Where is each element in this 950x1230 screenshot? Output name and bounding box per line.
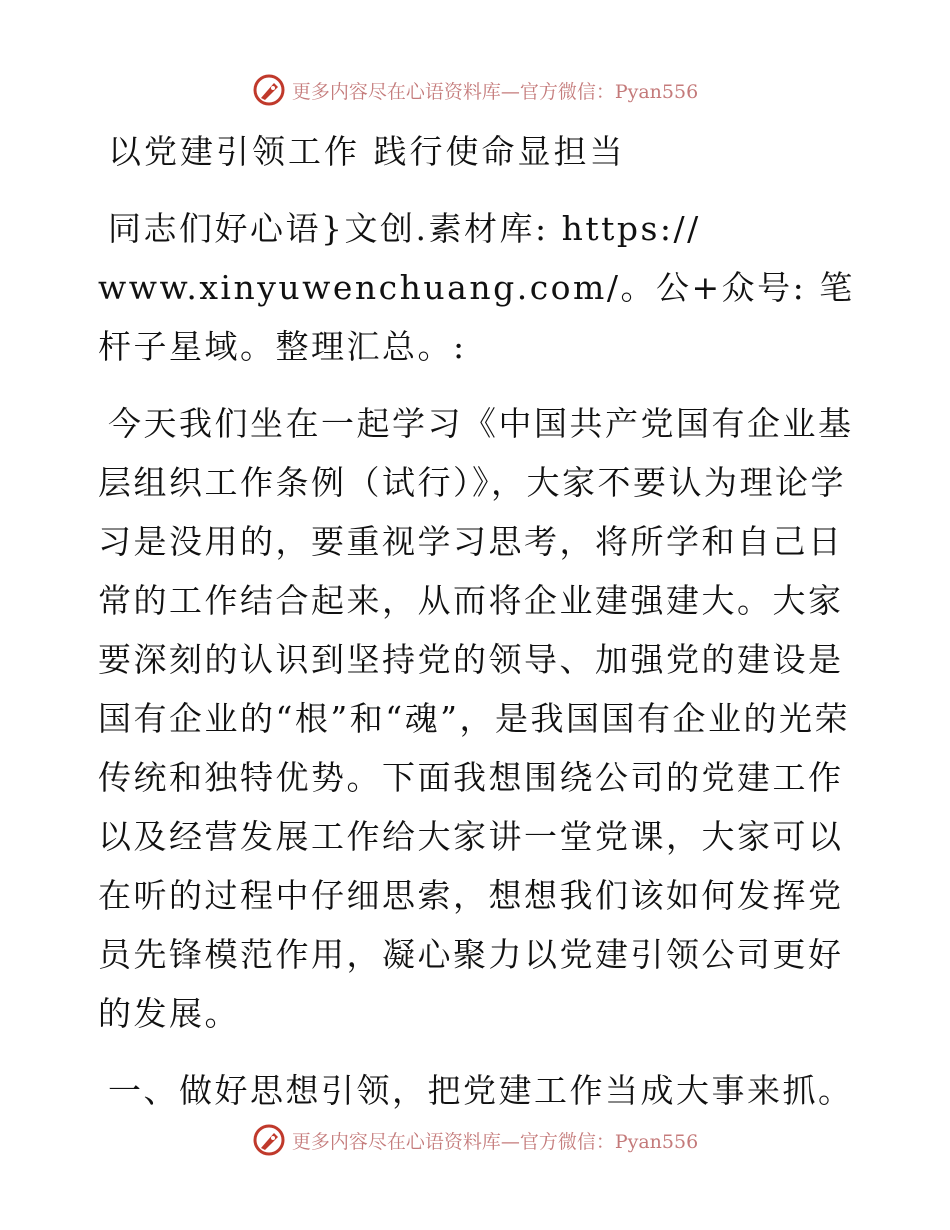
- pen-nib-logo-icon: [252, 73, 286, 107]
- document-body: [98, 122, 858, 1138]
- body-paragraph: 今天我们坐在一起学习《中国共产党国有企业基层组织工作条例（试行）》，大家不要认为理论学习是没用的，要重视学习思考，将所学和自己日常的工作结合起来，从而将企业建强建大。大家要深刻的认识到坚持党的领导、加强党的建设是国有企业的“根”和“魂”，是我国国有企业的光荣传统和独特优势。下面我想围绕公司的党建工作以及经营发展工作给大家讲一堂党课，大家可以在听的过程中仔细思索，想想我们该如何发挥党员先锋模范作用，凝心聚力以党建引领公司更好的发展。: [98, 404, 854, 1033]
- header-watermark-banner: [0, 70, 950, 110]
- section-heading-1: 一、做好思想引领，把党建工作当成大事来抓。: [108, 1071, 854, 1110]
- document-title: 以党建引领工作 践行使命显担当: [108, 132, 626, 171]
- intro-paragraph: 同志们好心语}文创.素材库: https:// www.xinyuwenchuang.com/。公+众号: 笔杆子星域。整理汇总。:: [98, 209, 855, 366]
- pen-nib-logo-icon: [252, 1123, 286, 1157]
- header-watermark-text: 更多内容尽在心语资料库—官方微信：Pyan556: [291, 80, 699, 103]
- footer-watermark-banner: [0, 1120, 950, 1160]
- footer-watermark-text: 更多内容尽在心语资料库—官方微信：Pyan556: [291, 1130, 699, 1153]
